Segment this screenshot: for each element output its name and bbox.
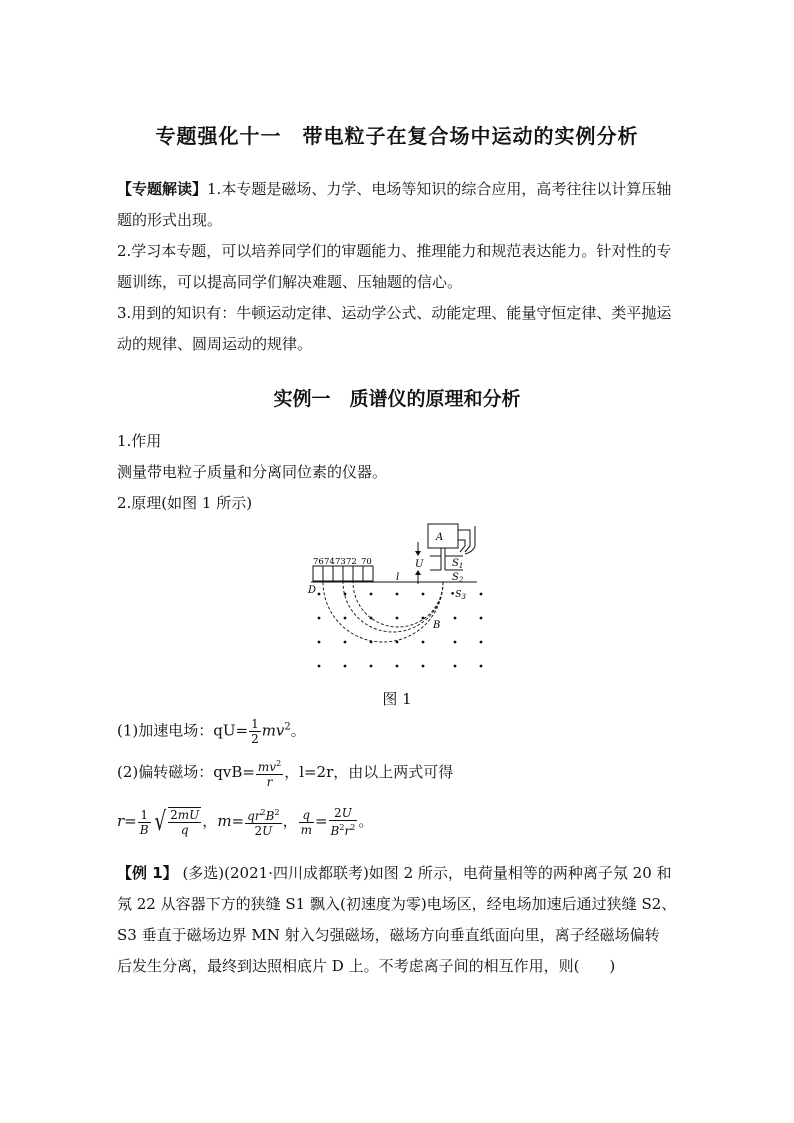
example-line-2: 氖 22 从容器下方的狭缝 S1 飘入(初速度为零)电场区，经电场加速后通过狭缝 S2、 xyxy=(117,895,677,913)
scale-label-72: 72 xyxy=(346,557,357,567)
example-line-3: S3 垂直于磁场边界 MN 射入匀强磁场，磁场方向垂直纸面向里，离子经磁场偏转 xyxy=(117,926,660,944)
label-S2: $S_2$ xyxy=(452,572,464,584)
label-B: B xyxy=(433,620,441,631)
example-line-1: 【例 1】 (多选)(2021·四川成都联考)如图 2 所示，电荷量相等的两种离子氖 20 和 xyxy=(117,864,672,882)
intro-label: 【专题解读】 xyxy=(117,180,208,198)
trajectory-middle xyxy=(343,582,443,632)
example-line-4: 后发生分离，最终到达照相底片 D 上。不考虑离子间的相互作用，则( ) xyxy=(117,957,616,975)
label-l: l xyxy=(396,572,400,583)
scale-label-70: 70 xyxy=(361,557,372,567)
mass-spectrometer-figure xyxy=(305,518,495,678)
figure-caption: 图 1 xyxy=(382,690,412,708)
equation-1: (1)加速电场：qU= $\frac{1}{2}$ $mv^2$。 xyxy=(117,717,306,746)
intro-paragraph-2: 2.学习本专题，可以培养同学们的审题能力、推理能力和规范表达能力。针对性的专题训练，可以提高同学们解决难题、压轴题的信心。 xyxy=(117,242,672,291)
intro-text-1: 1.本专题是磁场、力学、电场等知识的综合应用，高考往往以计算压轴题的形式出现。 xyxy=(117,180,672,229)
item1-title: 1.作用 xyxy=(117,432,162,450)
magnetic-field-dots xyxy=(318,593,483,668)
label-S1: $S_1$ xyxy=(452,558,464,570)
intro-paragraph-3: 3.用到的知识有：牛顿运动定律、运动学公式、动能定理、能量守恒定律、类平抛运动的规律、圆周运动的规律。 xyxy=(117,304,672,353)
section-heading: 实例一 质谱仪的原理和分析 xyxy=(273,388,521,410)
scale-label-73: 73 xyxy=(335,557,346,567)
label-S3: $•S_3$ xyxy=(450,590,466,601)
label-U: U xyxy=(415,559,424,570)
equation-2: (2)偏转磁场：qvB= $\frac{mv^2}{r}$ ，l=2r，由以上两式可得 xyxy=(117,759,454,789)
scale-label-76: 76 xyxy=(313,557,324,567)
label-D: D xyxy=(308,585,317,596)
label-A: A xyxy=(436,532,444,543)
trajectory-outer xyxy=(323,582,443,642)
page-title: 专题强化十一 带电粒子在复合场中运动的实例分析 xyxy=(155,124,639,148)
item1-text: 测量带电粒子质量和分离同位素的仪器。 xyxy=(117,463,388,481)
intro-paragraph-1 xyxy=(117,174,679,236)
item2-title: 2.原理(如图 1 所示) xyxy=(117,494,253,512)
scale-label-74: 74 xyxy=(324,557,335,567)
equation-3: r= $\frac{1}{B}$ √ $\frac{2mU}{q}$ ，m= $\frac{qr^2B^2}{2U}$ ， $\frac{q}{m}$ = $\frac{2U}{B^2r^2}$ 。 xyxy=(117,806,374,838)
example-label: 【例 1】 xyxy=(117,864,178,882)
